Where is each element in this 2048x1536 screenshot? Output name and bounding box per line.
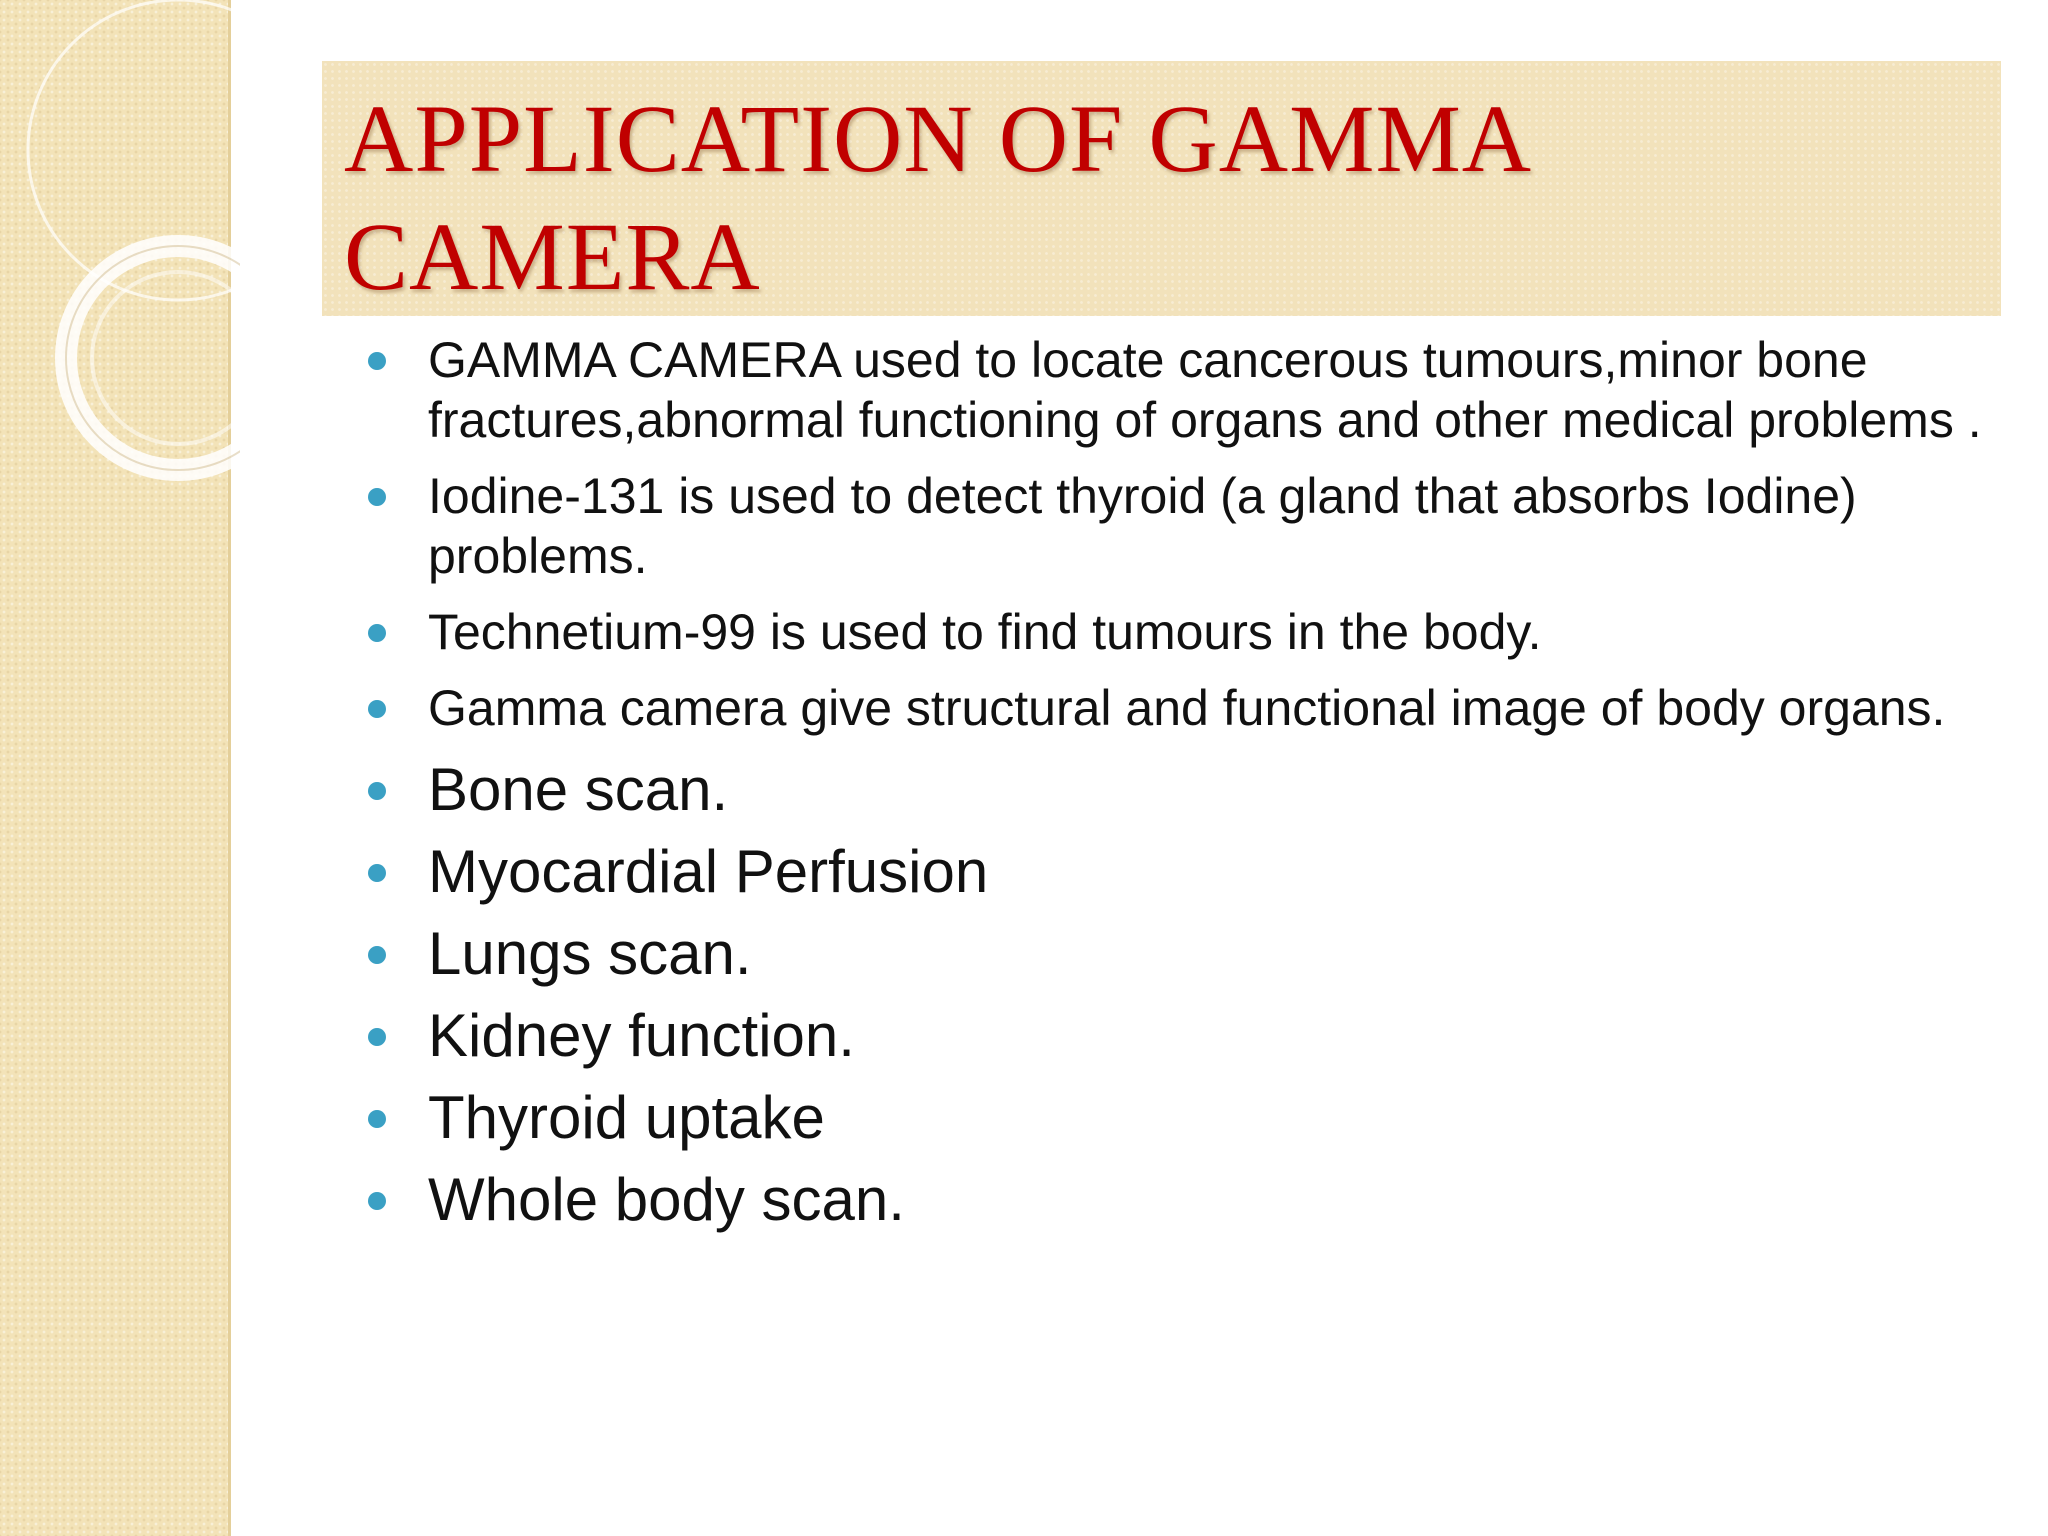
- bullet-dot-icon: [368, 624, 386, 642]
- bullet-item: [360, 466, 2000, 586]
- bullet-dot-icon: [368, 1192, 386, 1210]
- bullet-item: [360, 836, 2000, 908]
- bullet-text: GAMMA CAMERA used to locate cancerous tumours,minor bone fractures,abnormal functioning of organs and other medical problems .: [428, 332, 1982, 448]
- bullet-dot-icon: [368, 700, 386, 718]
- bullet-dot-icon: [368, 352, 386, 370]
- bullet-dot-icon: [368, 782, 386, 800]
- bullet-text: Technetium-99 is used to find tumours in the body.: [428, 604, 1542, 660]
- bullet-text: Bone scan.: [428, 756, 729, 823]
- bullet-item: [360, 754, 2000, 826]
- bullet-dot-icon: [368, 864, 386, 882]
- bullet-item: [360, 1000, 2000, 1072]
- bullet-dot-icon: [368, 1110, 386, 1128]
- bullet-item: [360, 602, 2000, 662]
- bullet-item: [360, 1164, 2000, 1236]
- bullet-item: [360, 918, 2000, 990]
- bullet-text: Iodine-131 is used to detect thyroid (a gland that absorbs Iodine) problems.: [428, 468, 1857, 584]
- bullet-item: [360, 330, 2000, 450]
- bullet-text: Thyroid uptake: [428, 1084, 825, 1151]
- bullet-dot-icon: [368, 946, 386, 964]
- bullet-item: [360, 1082, 2000, 1154]
- bullet-text: Kidney function.: [428, 1002, 855, 1069]
- bullet-text: Myocardial Perfusion: [428, 838, 989, 905]
- bullet-text: Lungs scan.: [428, 920, 752, 987]
- bullet-item: [360, 678, 2000, 738]
- slide-title: APPLICATION OF GAMMA CAMERA: [344, 85, 1527, 310]
- bullet-dot-icon: [368, 1028, 386, 1046]
- bullet-list: [360, 330, 2000, 1246]
- bullet-text: Whole body scan.: [428, 1166, 905, 1233]
- bullet-dot-icon: [368, 488, 386, 506]
- bullet-text: Gamma camera give structural and functional image of body organs.: [428, 680, 1946, 736]
- decorative-rings-icon: [0, 0, 240, 520]
